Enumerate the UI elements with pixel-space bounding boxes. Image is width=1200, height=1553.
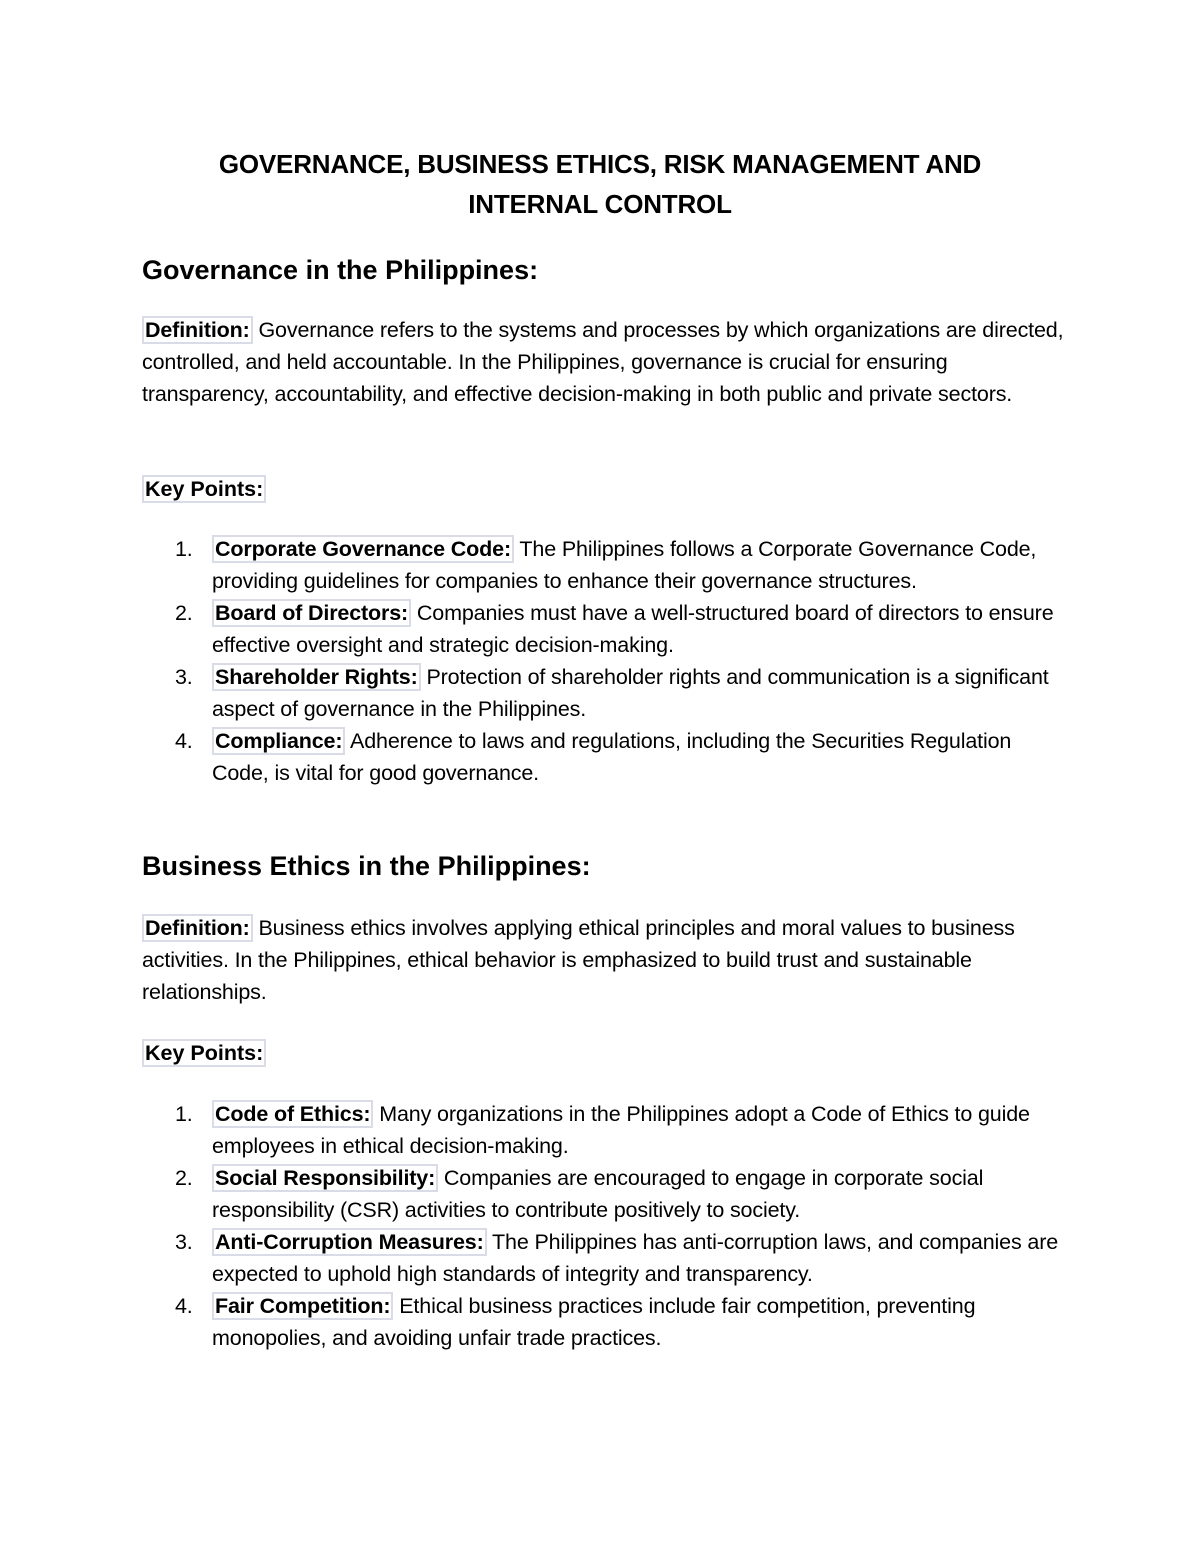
list-number: 3. bbox=[175, 1230, 193, 1254]
governance-key-points-list bbox=[142, 533, 1072, 789]
document-title-line-1: GOVERNANCE, BUSINESS ETHICS, RISK MANAGEMENT AND bbox=[218, 149, 982, 179]
list-item bbox=[142, 597, 1072, 661]
list-item-label: Social Responsibility: bbox=[212, 1164, 438, 1192]
list-number: 3. bbox=[175, 665, 193, 689]
list-item-text: The Philippines follows a Corporate Governance Code, providing guidelines for companies to enhance their governance structures. bbox=[212, 537, 1037, 593]
governance-definition bbox=[142, 314, 1072, 410]
governance-definition-label: Definition: bbox=[142, 316, 253, 344]
list-item bbox=[142, 533, 1072, 597]
governance-key-points-label: Key Points: bbox=[142, 473, 266, 505]
list-number: 4. bbox=[175, 1294, 193, 1318]
ethics-key-points-label: Key Points: bbox=[142, 1037, 266, 1069]
list-item-label: Board of Directors: bbox=[212, 599, 411, 627]
ethics-definition-label: Definition: bbox=[142, 914, 253, 942]
list-item-label: Shareholder Rights: bbox=[212, 663, 421, 691]
list-number: 4. bbox=[175, 729, 193, 753]
ethics-key-points-list bbox=[142, 1098, 1072, 1354]
list-item-label: Compliance: bbox=[212, 727, 345, 755]
list-item-label: Anti-Corruption Measures: bbox=[212, 1228, 487, 1256]
list-number: 1. bbox=[175, 1102, 193, 1126]
list-item-label: Fair Competition: bbox=[212, 1292, 393, 1320]
list-number: 1. bbox=[175, 537, 193, 561]
list-item-text: Adherence to laws and regulations, including the Securities Regulation Code, is vital for good governance. bbox=[212, 729, 1012, 785]
list-item-label: Code of Ethics: bbox=[212, 1100, 373, 1128]
list-number: 2. bbox=[175, 1166, 193, 1190]
list-item bbox=[142, 1162, 1072, 1226]
document-title bbox=[140, 144, 1060, 224]
ethics-definition-text: Business ethics involves applying ethical principles and moral values to business activities. In the Philippines, ethical behavior is emphasized to build trust and sustainable relationships. bbox=[142, 916, 1015, 1004]
list-item-text: The Philippines has anti-corruption laws, and companies are expected to uphold high standards of integrity and transparency. bbox=[212, 1230, 1059, 1286]
ethics-heading: Business Ethics in the Philippines: bbox=[142, 851, 591, 881]
list-number: 2. bbox=[175, 601, 193, 625]
list-item bbox=[142, 661, 1072, 725]
list-item bbox=[142, 1226, 1072, 1290]
list-item-text: Many organizations in the Philippines adopt a Code of Ethics to guide employees in ethical decision-making. bbox=[212, 1102, 1030, 1158]
list-item bbox=[142, 1098, 1072, 1162]
list-item-text: Companies are encouraged to engage in corporate social responsibility (CSR) activities to contribute positively to society. bbox=[212, 1166, 984, 1222]
governance-heading: Governance in the Philippines: bbox=[142, 255, 539, 285]
document-title-line-2: INTERNAL CONTROL bbox=[468, 189, 732, 219]
list-item-text: Companies must have a well-structured board of directors to ensure effective oversight and strategic decision-making. bbox=[212, 601, 1054, 657]
list-item-text: Ethical business practices include fair competition, preventing monopolies, and avoiding unfair trade practices. bbox=[212, 1294, 976, 1350]
governance-definition-text: Governance refers to the systems and processes by which organizations are directed, controlled, and held accountable. In the Philippines, governance is crucial for ensuring transparency, accountability, and effective decision-making in both public and private sectors. bbox=[142, 318, 1064, 406]
list-item-label: Corporate Governance Code: bbox=[212, 535, 514, 563]
list-item-text: Protection of shareholder rights and communication is a significant aspect of governance in the Philippines. bbox=[212, 665, 1049, 721]
list-item bbox=[142, 725, 1072, 789]
list-item bbox=[142, 1290, 1072, 1354]
ethics-definition bbox=[142, 912, 1072, 1008]
